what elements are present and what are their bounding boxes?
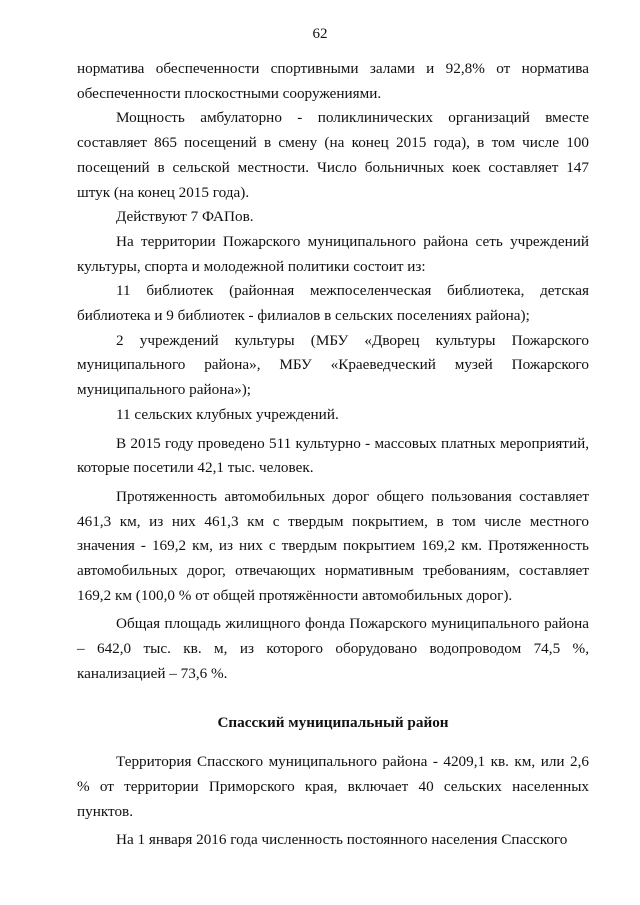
paragraph-sports-norms: норматива обеспеченности спортивными залами и 92,8% от норматива обеспеченности плоскостными сооружениями. bbox=[77, 60, 589, 102]
paragraph-roads: Протяженность автомобильных дорог общего пользования составляет 461,3 км, из них 461,3 км с твердым покрытием, в том числе местного значения - 169,2 км, из них с твердым покрытием 169,2 км. Протяженность автомобильных дорог, отвечающих нормативным требованиям, составляет 169,2 км (100,0 % от общей протяжённости автомобильных дорог). bbox=[77, 487, 589, 604]
paragraph-spassky-population: На 1 января 2016 года численность постоянного населения Спасского bbox=[116, 831, 568, 849]
paragraph-fap-count: Действуют 7 ФАПов. bbox=[116, 208, 254, 226]
page-number: 62 bbox=[312, 26, 328, 42]
paragraph-culture-network: На территории Пожарского муниципального района сеть учреждений культуры, спорта и молодежной политики состоит из: bbox=[77, 232, 589, 275]
paragraph-rural-clubs: 11 сельских клубных учреждений. bbox=[116, 405, 339, 423]
paragraph-housing: Общая площадь жилищного фонда Пожарского муниципального района – 642,0 тыс. кв. м, из которого оборудовано водопроводом 74,5 %, канализацией – 73,6 %. bbox=[77, 615, 589, 682]
section-heading: Спасский муниципальный район bbox=[217, 713, 449, 731]
paragraph-cultural-events: В 2015 году проведено 511 культурно - массовых платных мероприятий, которые посетили 42,1 тыс. человек. bbox=[77, 434, 589, 477]
paragraph-spassky-territory: Территория Спасского муниципального района - 4209,1 кв. км, или 2,6 % от территории Приморского края, включает 40 сельских населенных пунктов. bbox=[77, 753, 589, 820]
paragraph-libraries: 11 библиотек (районная межпоселенческая библиотека, детская библиотека и 9 библиотек - филиалов в сельских поселениях района); bbox=[77, 282, 589, 325]
page-body bbox=[77, 57, 589, 853]
paragraph-outpatient-capacity: Мощность амбулаторно - поликлинических организаций вместе составляет 865 посещений в смену (на конец 2015 года), в том числе 100 посещений в сельской местности. Число больничных коек составляет 147 штук (на конец 2015 года). bbox=[77, 109, 589, 201]
paragraph-culture-institutions: 2 учреждений культуры (МБУ «Дворец культуры Пожарского муниципального района», МБУ «Краеведческий музей Пожарского муниципального района»); bbox=[77, 331, 589, 399]
